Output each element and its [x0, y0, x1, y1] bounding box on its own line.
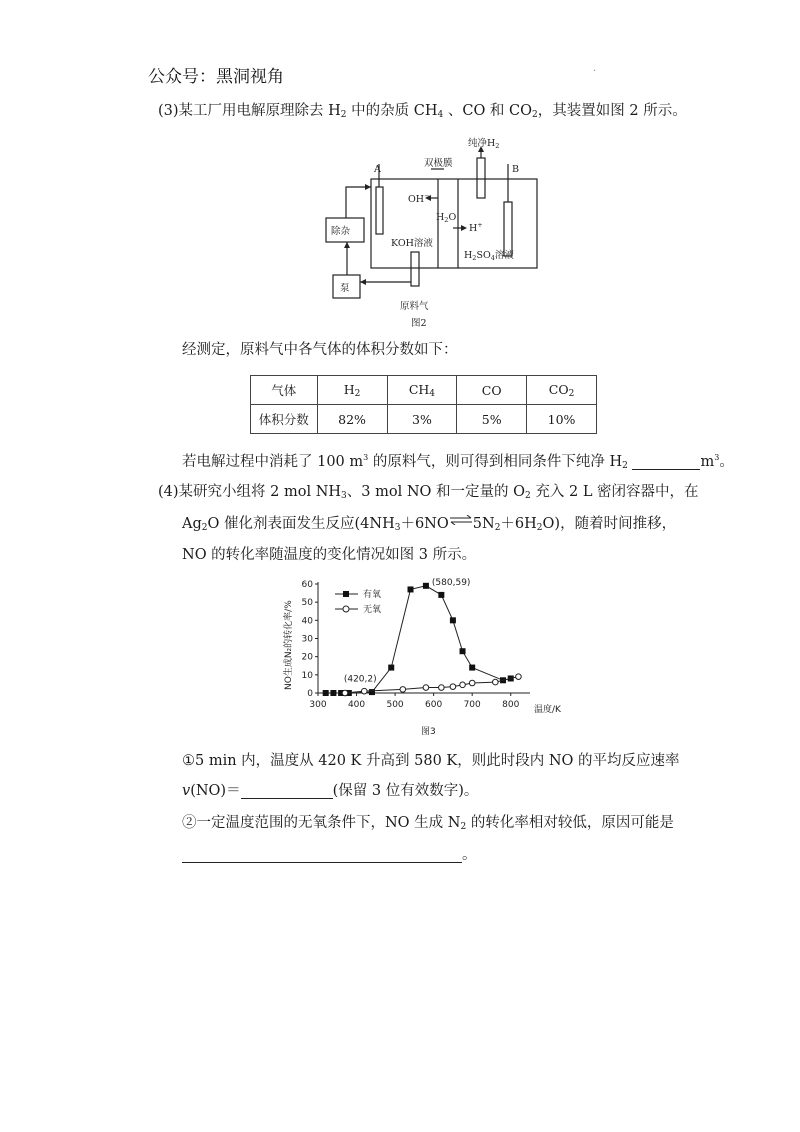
table-header-row: [251, 376, 597, 405]
legend-marker-oxygen: [343, 591, 349, 597]
annotation-label: (580,59): [431, 577, 471, 588]
table-header-cell: $H_2$: [317, 376, 387, 405]
label-pure-h2: 纯净$H_2$: [468, 138, 500, 150]
hplus-arrowhead: [461, 225, 467, 231]
legend: [335, 588, 381, 615]
data-point-no-oxygen: [400, 687, 406, 693]
part4-line3: NO 的转化率随温度的变化情况如图 3 所示。: [182, 547, 477, 563]
label-h2so4: $H_2SO_4$溶液: [464, 250, 514, 262]
label-membrane: 双极膜: [424, 158, 453, 169]
data-point-no-oxygen: [439, 685, 445, 691]
table-header-cell: $CO_2$: [527, 376, 597, 405]
data-point-oxygen: [388, 665, 394, 671]
y-tick-label: 30: [301, 634, 313, 645]
part4-line1: (4)某研究小组将 2 mol $NH_3$、3 mol NO 和一定量的 $O_2$ 充入 2 L 密闭容器中，在: [158, 484, 699, 501]
measure-text: 经测定，原料气中各气体的体积分数如下：: [182, 342, 458, 358]
data-point-oxygen: [469, 665, 475, 671]
part4-line2: $Ag_2O$ 催化剂表面发生反应($4NH_3+6NO$ $5N_2+6H_2O$)，随着时间推移，: [182, 513, 676, 539]
y-tick-label: 40: [301, 616, 313, 627]
feed-gas-tube: [411, 252, 419, 286]
account-header: 公众号：黑洞视角: [148, 67, 284, 87]
legend-label-oxygen: 有氧: [363, 590, 382, 600]
label-h2o: $H_2O$: [436, 212, 457, 224]
x-tick-label: 500: [386, 700, 404, 710]
y-tick-label: 20: [301, 652, 313, 663]
equilibrium-arrow-icon: [449, 510, 473, 532]
table-row: [251, 405, 597, 434]
data-point-oxygen: [408, 586, 414, 592]
label-remove: 除杂: [331, 226, 351, 237]
x-tick-label: 400: [347, 700, 366, 710]
page-mark: ·: [593, 66, 597, 77]
question-1-line1: ①5 min 内，温度从 420 K 升高到 580 K，则此时段内 NO 的平均反应速率: [182, 753, 680, 769]
figure-3-caption: 图3: [421, 727, 436, 737]
label-a: A: [374, 164, 381, 175]
answer-blank-volume[interactable]: [632, 453, 700, 470]
data-point-no-oxygen: [342, 690, 348, 696]
annotation-label: (420,2): [343, 674, 377, 685]
figure-3-chart: [280, 572, 570, 740]
y-tick-label: 10: [301, 670, 313, 681]
gas-composition-table: [250, 375, 597, 434]
question-2-line1: ②一定温度范围的无氧条件下，NO 生成 $N_2$ 的转化率相对较低，原因可能是: [182, 815, 674, 832]
data-point-no-oxygen: [493, 679, 499, 685]
y-axis-label: NO生成N₂的转化率/%: [284, 600, 294, 690]
legend-marker-no-oxygen: [343, 606, 349, 612]
y-tick-label: 0: [307, 689, 313, 699]
label-pump: 泵: [340, 283, 350, 294]
part3-intro: (3)某工厂用电解原理除去 $H_2$ 中的杂质 $CH_4$ 、CO 和 $CO_2$，其装置如图 2 所示。: [158, 103, 687, 120]
pipe-cell-arrowhead: [365, 184, 371, 190]
label-hplus: H+: [469, 221, 483, 234]
table-row-label: 体积分数: [251, 405, 318, 434]
table-cell: 5%: [457, 405, 527, 434]
data-point-oxygen: [330, 690, 336, 696]
table-header-cell: 气体: [251, 376, 318, 405]
electrode-b: [504, 202, 512, 256]
data-point-oxygen: [460, 648, 466, 654]
x-tick-label: 300: [309, 700, 327, 710]
table-cell: 82%: [317, 405, 387, 434]
y-tick-label: 50: [301, 598, 313, 609]
figure-2-caption: 图2: [411, 318, 427, 329]
data-point-no-oxygen: [516, 674, 522, 680]
data-point-no-oxygen: [450, 684, 456, 690]
x-tick-label: 700: [463, 700, 481, 710]
data-point-no-oxygen: [423, 685, 429, 691]
data-point-oxygen: [450, 617, 456, 623]
data-point-oxygen: [423, 583, 429, 589]
figure-2-apparatus: [320, 132, 560, 332]
pipe-pump-arrowhead: [360, 279, 366, 285]
legend-label-no-oxygen: 无氧: [363, 605, 382, 615]
data-point-no-oxygen: [361, 688, 367, 694]
data-point-oxygen: [438, 592, 444, 598]
y-tick-label: 60: [301, 580, 313, 590]
x-axis-label: 温度/K: [534, 705, 561, 715]
pipe-to-cell: [346, 187, 371, 218]
x-tick-label: 800: [502, 700, 520, 710]
table-header-cell: CO: [457, 376, 527, 405]
label-feed-gas: 原料气: [400, 301, 429, 312]
data-point-no-oxygen: [460, 682, 466, 688]
table-cell: 3%: [387, 405, 457, 434]
question-1-line2: v(NO)＝ (保留 3 位有效数字)。: [182, 783, 479, 799]
data-point-oxygen: [369, 689, 375, 695]
answer-blank-reason[interactable]: [182, 846, 462, 863]
label-koh: KOH溶液: [391, 238, 433, 249]
data-point-no-oxygen: [469, 680, 475, 686]
table-header-cell: $CH_4$: [387, 376, 457, 405]
label-b: B: [512, 164, 519, 175]
data-point-oxygen: [323, 690, 329, 696]
h2-outlet-tube: [477, 158, 485, 198]
pipe-remover-arrowhead: [344, 242, 350, 248]
question-volume: 若电解过程中消耗了 100 $m^3$ 的原料气，则可得到相同条件下纯净 $H_2$ $m^3$。: [182, 453, 734, 471]
electrode-a: [376, 187, 383, 234]
x-tick-label: 600: [425, 700, 443, 710]
table-cell: 10%: [527, 405, 597, 434]
label-oh: OH−: [408, 192, 430, 205]
question-2-line2: 。: [182, 844, 477, 866]
answer-blank-rate[interactable]: [241, 782, 333, 799]
